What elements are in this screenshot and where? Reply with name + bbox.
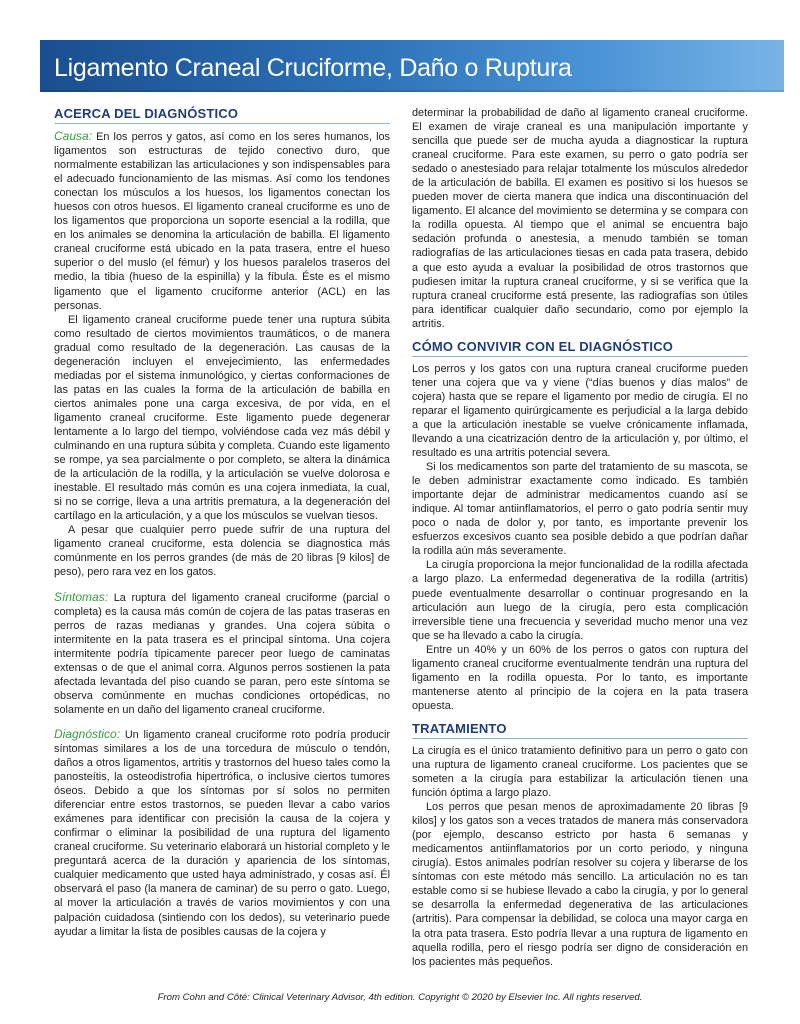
sintomas-text: La ruptura del ligamento craneal cruciforme (parcial o completa) es la causa más común de cojera de las patas traseras en perros de razas medianas y grandes. Una cojera súbita o intermitente en la pata trasera es el principal síntoma. Una cojera intermitente podría típicamente parecer peor luego de caminatas extensas o de que el animal corra. Algunos perros sostienen la pata afectada levantada del piso cuando se paran, pero este síntoma se observa comúnmente en muchas condiciones ortopédicas, no solamente en un daño del ligamento craneal cruciforme. <box>54 591 391 716</box>
living-paragraph-3: La cirugía proporciona la mejor funcionalidad de la rodilla afectada a largo plazo. La enfermedad degenerativa de la rodilla (artritis) puede eventualmente desarrollar o continuar progresando en la articulación aun luego de la cirugía, pero esta complicación irreversible tiene una frecuencia y severidad mucho menor una vez que se ha llevado a cabo la cirugía. <box>412 559 748 642</box>
treatment-paragraph-1: La cirugía es el único tratamiento definitivo para un perro o gato con una ruptura de ligamento craneal cruciforme. Los pacientes que se someten a la cirugía para estabilizar la articulación tienen una función óptima a largo plazo. <box>412 744 748 800</box>
article-body <box>54 106 786 976</box>
diagnostico-continuation: determinar la probabilidad de daño al ligamento craneal cruciforme. El examen de viraje craneal es una manipulación importante y sencilla que puede ser de mucha ayuda a diagnosticar la ruptura craneal cruciforme. Para este examen, su perro o gato podría ser sedado o anestesiado para relajar totalmente los músculos alrededor de la articulación de babilla. El examen es positivo si los huesos se pueden mover de cierta manera que indica una discontinuación del ligamento. El alcance del movimiento se determina y se compara con la rodilla opuesta. Al tiempo que el animal se encuentra bajo sedación profunda o anestesia, a menudo también se toman radiografías de las articulaciones tiesas en cada pata trasera, debido a que esto ayuda a evaluar la posibilidad de otros trastornos que pudiesen imitar la ruptura craneal cruciforme, y si se verifica que la ruptura craneal cruciforme está presente, las radiografías son útiles para identificar cualquier daño secundario, como por ejemplo la artritis. <box>412 107 748 330</box>
section-heading-treatment: TRATAMIENTO <box>412 721 748 739</box>
diagnostico-paragraph <box>54 727 390 939</box>
causa-paragraph-3: A pesar que cualquier perro puede sufrir de una ruptura del ligamento craneal cruciforme, esta dolencia se diagnostica más comúnmente en los perros grandes (de más de 20 libras [9 kilos] de peso), pero rara vez en los gatos. <box>54 524 390 579</box>
treatment-paragraph-2: Los perros que pesan menos de aproximadamente 20 libras [9 kilos] y los gatos son a veces tratados de manera más conservadora (por ejemplo, descanso estricto por hasta 6 semanas y medicamentos antiinflamatorios por un corto periodo, y ninguna cirugía). Estos animales podrían resolver su cojera y liberarse de los síntomas con este método más sencillo. La articulación no es tan estable como si se hubiese llevado a cabo la cirugía, y por lo general se desarrolla la enfermedad degenerativa de las articulaciones (artritis). Para compensar la debilidad, se coloca una mayor carga en la otra pata trasera. Esto podría llevar a una ruptura de ligamento en aquella rodilla, pero el riesgo podría ser digno de consideración en los pacientes más pequeños. <box>412 801 748 968</box>
living-paragraph-1: Los perros y los gatos con una ruptura craneal cruciforme pueden tener una cojera que va y viene (“días buenos y días malos” de cojera) hasta que se repare el ligamento por medio de cirugía. El no reparar el ligamento quirúrgicamente es perjudicial a la larga debido a que la articulación inestable se vuelve crónicamente inflamada, llevando a una cicatrización dentro de la articulación y, por último, el resultado es una artritis potencial severa. <box>412 362 748 460</box>
living-paragraph-4: Entre un 40% y un 60% de los perros o gatos con ruptura del ligamento craneal cruciforme eventualmente tendrán una ruptura del ligamento en la rodilla opuesta. Por lo tanto, es importante mantenerse atento al principio de la cojera en la pata trasera opuesta. <box>412 643 748 712</box>
diagnostico-text: Un ligamento craneal cruciforme roto podría producir síntomas similares a los de una torcedura de músculo o tendón, daños a otros ligamentos, artritis y trastornos del hueso tales como la panosteítis, la osteodistrofia hipertrófica, o inclusive ciertos tumores óseos. Debido a que los síntomas por sí solos no permiten diferenciar entre estos trastornos, se pueden llevar a cabo varios exámenes para identificar con precisión la causa de la cojera y confirmar o eliminar la posibilidad de una ruptura del ligamento craneal cruciforme. Su veterinario elaborará un historial completo y le preguntará acerca de la duración y apariencia de los síntomas, cualquier medicamento que usted haya administrado, y cosas así. Él observará el paso (la manera de caminar) de su perro o gato. Luego, al mover la articulación a través de varios movimientos y con una palpación cuidadosa (sintiendo con los dedos), su veterinario puede ayudar a limitar la lista de posibles causas de la cojera y <box>54 728 391 938</box>
causa-label: Causa: <box>54 129 93 143</box>
living-paragraph-2: Si los medicamentos son parte del tratamiento de su mascota, se le deben administrar exactamente como indicado. Es también importante dejar de administrar medicamentos cuando así se indique. Al tomar antiinflamatorios, el perro o gato podría sentir muy poco o nada de dolor y, por tanto, es importante prevenir los esfuerzos excesivos cuanto sea posible debido a que podrían dañar la rodilla aún más severamente. <box>412 461 748 558</box>
section-heading-about: ACERCA DEL DIAGNÓSTICO <box>54 106 390 124</box>
sintomas-paragraph <box>54 590 390 717</box>
page-title: Ligamento Craneal Cruciforme, Daño o Ruptura <box>54 54 572 82</box>
right-column <box>412 106 748 976</box>
causa-paragraph <box>54 129 390 313</box>
copyright-footer: From Cohn and Côté: Clinical Veterinary Advisor, 4th edition. Copyright © 2020 by Elsevier Inc. All rights reserved. <box>157 992 643 1003</box>
left-column <box>54 106 390 976</box>
title-banner <box>40 40 784 92</box>
diagnostico-label: Diagnóstico: <box>54 726 121 741</box>
sintomas-label: Síntomas: <box>54 589 109 604</box>
section-heading-living: CÓMO CONVIVIR CON EL DIAGNÓSTICO <box>412 339 748 357</box>
causa-text: En los perros y gatos, así como en los seres humanos, los ligamentos son estructuras de tejido conectivo duro, que normalmente estabilizan las articulaciones y son indispensables para el adecuado funcionamiento de las mismas. Así como los tendones conectan los músculos a los huesos, los ligamentos conectan los huesos con otros huesos. El ligamento craneal cruciforme es uno de los ligamentos que proporciona un soporte esencial a la rodilla, que en los animales se denomina la articulación de babilla. El ligamento craneal cruciforme está ubicado en la pata trasera, entre el hueso superior o del muslo (el fémur) y los huesos paralelos traseros del medio, la tibia (hueso de la espinilla) y la fíbula. Éste es el mismo ligamento que el ligamento cruciforme anterior (ACL) en las personas. <box>54 131 390 312</box>
causa-paragraph-2: El ligamento craneal cruciforme puede tener una ruptura súbita como resultado de ciertos movimientos traumáticos, o de manera gradual como resultado de la degeneración. Las causas de la degeneración incluyen el envejecimiento, las enfermedades mediadas por el sistema inmunológico, y ciertas conformaciones de las patas en las cuales la forma de la articulación de babilla en ciertos animales pone una carga excesiva, de por vida, en el ligamento craneal cruciforme. Este ligamento puede degenerar lentamente a lo largo del tiempo, volviéndose cada vez más débil y culminando en una ruptura súbita y completa. Cuando este ligamento se rompe, ya sea parcialmente o por completo, se altera la dinámica de la articulación de la rodilla, y la articulación se vuelve dolorosa e inestable. El resultado más común es una cojera inmediata, la cual, si no se corrige, lleva a una artritis prematura, a la degeneración del cartílago en la articulación, y a que los músculos se vuelvan tiesos. <box>54 313 390 523</box>
